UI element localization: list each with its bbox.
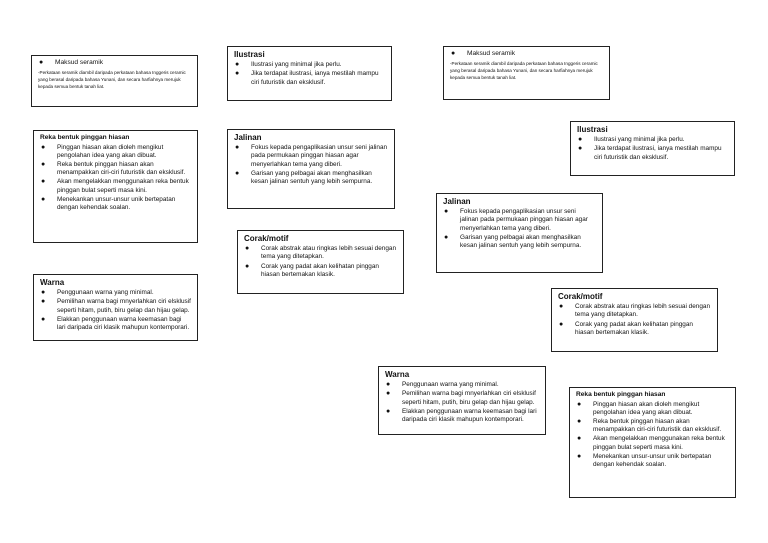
list-item-text: Akan mengelakkan menggunakan reka bentuk pinggan bulat seperti masa kini.: [593, 435, 725, 451]
list-item: [40, 178, 191, 194]
jalinan-box-1: [227, 129, 395, 209]
reka-title: Reka bentuk pinggan hiasan: [576, 391, 666, 398]
list-item: [234, 170, 388, 186]
bullet-icon: ●: [444, 233, 449, 241]
bullet-icon: ●: [41, 298, 46, 306]
bullet-icon: ●: [41, 160, 46, 168]
list-item: [234, 144, 388, 169]
corak-box-1: [237, 230, 404, 294]
list-item-text: Corak abstrak atau ringkas lebih sesuai dengan tema yang ditetapkan.: [261, 245, 396, 261]
list-item: [576, 453, 729, 469]
list-item: [576, 418, 729, 434]
bullet-icon: ●: [577, 435, 582, 443]
bullet-icon: ●: [39, 59, 44, 66]
bullet-icon: ●: [386, 407, 391, 415]
list-item-text: Menekankan unsur-unsur unik bertepatan dengan kehendak soalan.: [593, 452, 712, 468]
maksud-body: -Perkataan seramik diambil daripada perkataan bahasa Inggeris ceramic yang berasal daripada bahasa Yunani, dan secara harfiahnya merujuk kepada semua bentuk tanah liat.: [38, 70, 186, 90]
ilustrasi-box-1: [227, 46, 392, 101]
bullet-icon: ●: [559, 320, 564, 328]
bullet-icon: ●: [559, 303, 564, 311]
bullet-icon: ●: [578, 136, 583, 144]
list-item: [244, 263, 397, 279]
corak-title: Corak/motif: [244, 234, 289, 243]
list-item-text: Reka bentuk pinggan hiasan akan menampakkan ciri-ciri futuristik dan eksklusif.: [593, 417, 722, 434]
maksud-title: [38, 59, 191, 67]
list-item-text: Ilustrasi yang minimal jika perlu.: [251, 61, 342, 69]
bullet-icon: ●: [245, 245, 250, 253]
list-item: [443, 234, 596, 250]
jalinan-box-2: [436, 193, 603, 273]
list-item-text: Corak abstrak atau ringkas lebih sesuai dengan tema yang ditetapkan.: [575, 303, 710, 319]
bullet-icon: ●: [444, 208, 449, 216]
list-item-text: Jika terdapat ilustrasi, ianya mestilah mampu ciri futuristik dan eksklusif.: [594, 145, 722, 161]
list-item: [234, 70, 385, 86]
bullet-icon: ●: [41, 178, 46, 186]
bullet-icon: ●: [41, 289, 46, 297]
list-item-text: Pinggan hiasan akan dioleh mengikut pengolahan idea yang akan dibuat.: [57, 143, 164, 159]
list-item-text: Reka bentuk pinggan hiasan akan menampakkan ciri-ciri futuristik dan eksklusif.: [57, 160, 186, 177]
bullet-icon: ●: [41, 315, 46, 323]
bullet-icon: ●: [386, 390, 391, 398]
jalinan-title: Jalinan: [443, 197, 471, 206]
list-item-text: Pemilihan warna bagi mnyerlahkan ciri elsklusif seperti hitam, putih, biru gelap dan hijau gelap.: [402, 390, 536, 406]
list-item: [558, 321, 711, 337]
list-item: [40, 289, 191, 297]
list-item: [385, 390, 539, 406]
corak-box-2: [551, 288, 718, 352]
bullet-icon: ●: [451, 50, 456, 57]
list-item-text: Pinggan hiasan akan dioleh mengikut pengolahan idea yang akan dibuat.: [593, 400, 700, 416]
bullet-icon: ●: [386, 381, 391, 389]
warna-box-2: [378, 366, 546, 435]
list-item: [577, 136, 728, 144]
list-item: [443, 208, 596, 233]
maksud-title-text: Maksud seramik: [55, 59, 104, 66]
jalinan-title: Jalinan: [234, 133, 262, 142]
bullet-icon: ●: [41, 195, 46, 203]
warna-title: Warna: [40, 278, 65, 287]
list-item: [40, 316, 191, 332]
reka-bentuk-box-1: [33, 130, 198, 243]
bullet-icon: ●: [577, 417, 582, 425]
maksud-body: -Perkataan seramik diambil daripada perkataan bahasa Inggeris ceramic yang berasal daripada bahasa Yunani, dan secara harfiahnya merujuk kepada semua bentuk tanah liat.: [450, 61, 598, 81]
list-item-text: Corak yang padat akan kelihatan pinggan hiasan bertemakan klasik.: [261, 262, 379, 278]
bullet-icon: ●: [235, 144, 240, 152]
list-item: [244, 245, 397, 261]
corak-title: Corak/motif: [558, 292, 603, 301]
list-item-text: Fokus kepada pengaplikasian unsur seni jalinan pada permukaan pinggan hiasan agar menyerlahkan tema yang diberi.: [460, 208, 588, 232]
ilustrasi-title: Ilustrasi: [577, 125, 608, 134]
list-item: [40, 196, 191, 212]
list-item: [577, 145, 728, 161]
list-item-text: Elakkan penggunaan warna keemasan bagi lari daripada ciri klasik mahupun kontemporari.: [402, 407, 537, 423]
list-item: [40, 161, 191, 177]
ilustrasi-box-2: [570, 121, 735, 176]
reka-title: Reka bentuk pinggan hiasan: [40, 134, 130, 141]
reka-bentuk-box-2: [569, 387, 736, 498]
maksud-title: [450, 50, 603, 58]
bullet-icon: ●: [235, 61, 240, 69]
list-item: [234, 61, 385, 69]
list-item-text: Elakkan penggunaan warna keemasan bagi lari daripada ciri klasik mahupun kontemporari.: [57, 315, 190, 331]
bullet-icon: ●: [577, 452, 582, 460]
list-item-text: Garisan yang pelbagai akan menghasilkan kesan jalinan sentuh yang lebih sempurna.: [460, 233, 582, 249]
list-item-text: Ilustrasi yang minimal jika perlu.: [594, 136, 685, 144]
warna-title: Warna: [385, 370, 410, 379]
list-item-text: Jika terdapat ilustrasi, ianya mestilah mampu ciri futuristik dan eksklusif.: [251, 70, 379, 86]
list-item-text: Pemilihan warna bagi mnyerlahkan ciri elsklusif seperti hitam, putih, biru gelap dan hijau gelap.: [57, 298, 191, 314]
list-item: [576, 435, 729, 451]
bullet-icon: ●: [245, 262, 250, 270]
list-item: [40, 298, 191, 314]
maksud-seramik-box-2: [443, 46, 610, 100]
ilustrasi-title: Ilustrasi: [234, 50, 265, 59]
bullet-icon: ●: [235, 70, 240, 78]
bullet-icon: ●: [235, 169, 240, 177]
list-item-text: Corak yang padat akan kelihatan pinggan hiasan bertemakan klasik.: [575, 320, 693, 336]
bullet-icon: ●: [577, 400, 582, 408]
list-item: [385, 408, 539, 424]
list-item: [385, 381, 539, 389]
list-item-text: Garisan yang pelbagai akan menghasilkan kesan jalinan sentuh yang lebih sempurna.: [251, 169, 373, 185]
list-item-text: Fokus kepada pengaplikasian unsur seni jalinan pada permukaan pinggan hiasan agar menyerlahkan tema yang diberi.: [251, 144, 388, 168]
bullet-icon: ●: [578, 145, 583, 153]
list-item-text: Menekankan unsur-unsur unik bertepatan dengan kehendak soalan.: [57, 195, 176, 211]
warna-box-1: [33, 274, 198, 341]
list-item: [40, 144, 191, 160]
list-item-text: Penggunaan warna yang minimal.: [57, 289, 154, 297]
list-item-text: Akan mengelakkan menggunakan reka bentuk pinggan bulat seperti masa kini.: [57, 178, 189, 194]
list-item-text: Penggunaan warna yang minimal.: [402, 381, 499, 389]
list-item: [558, 303, 711, 319]
maksud-seramik-box-1: [31, 55, 198, 107]
bullet-icon: ●: [41, 143, 46, 151]
maksud-title-text: Maksud seramik: [467, 50, 516, 57]
list-item: [576, 401, 729, 417]
